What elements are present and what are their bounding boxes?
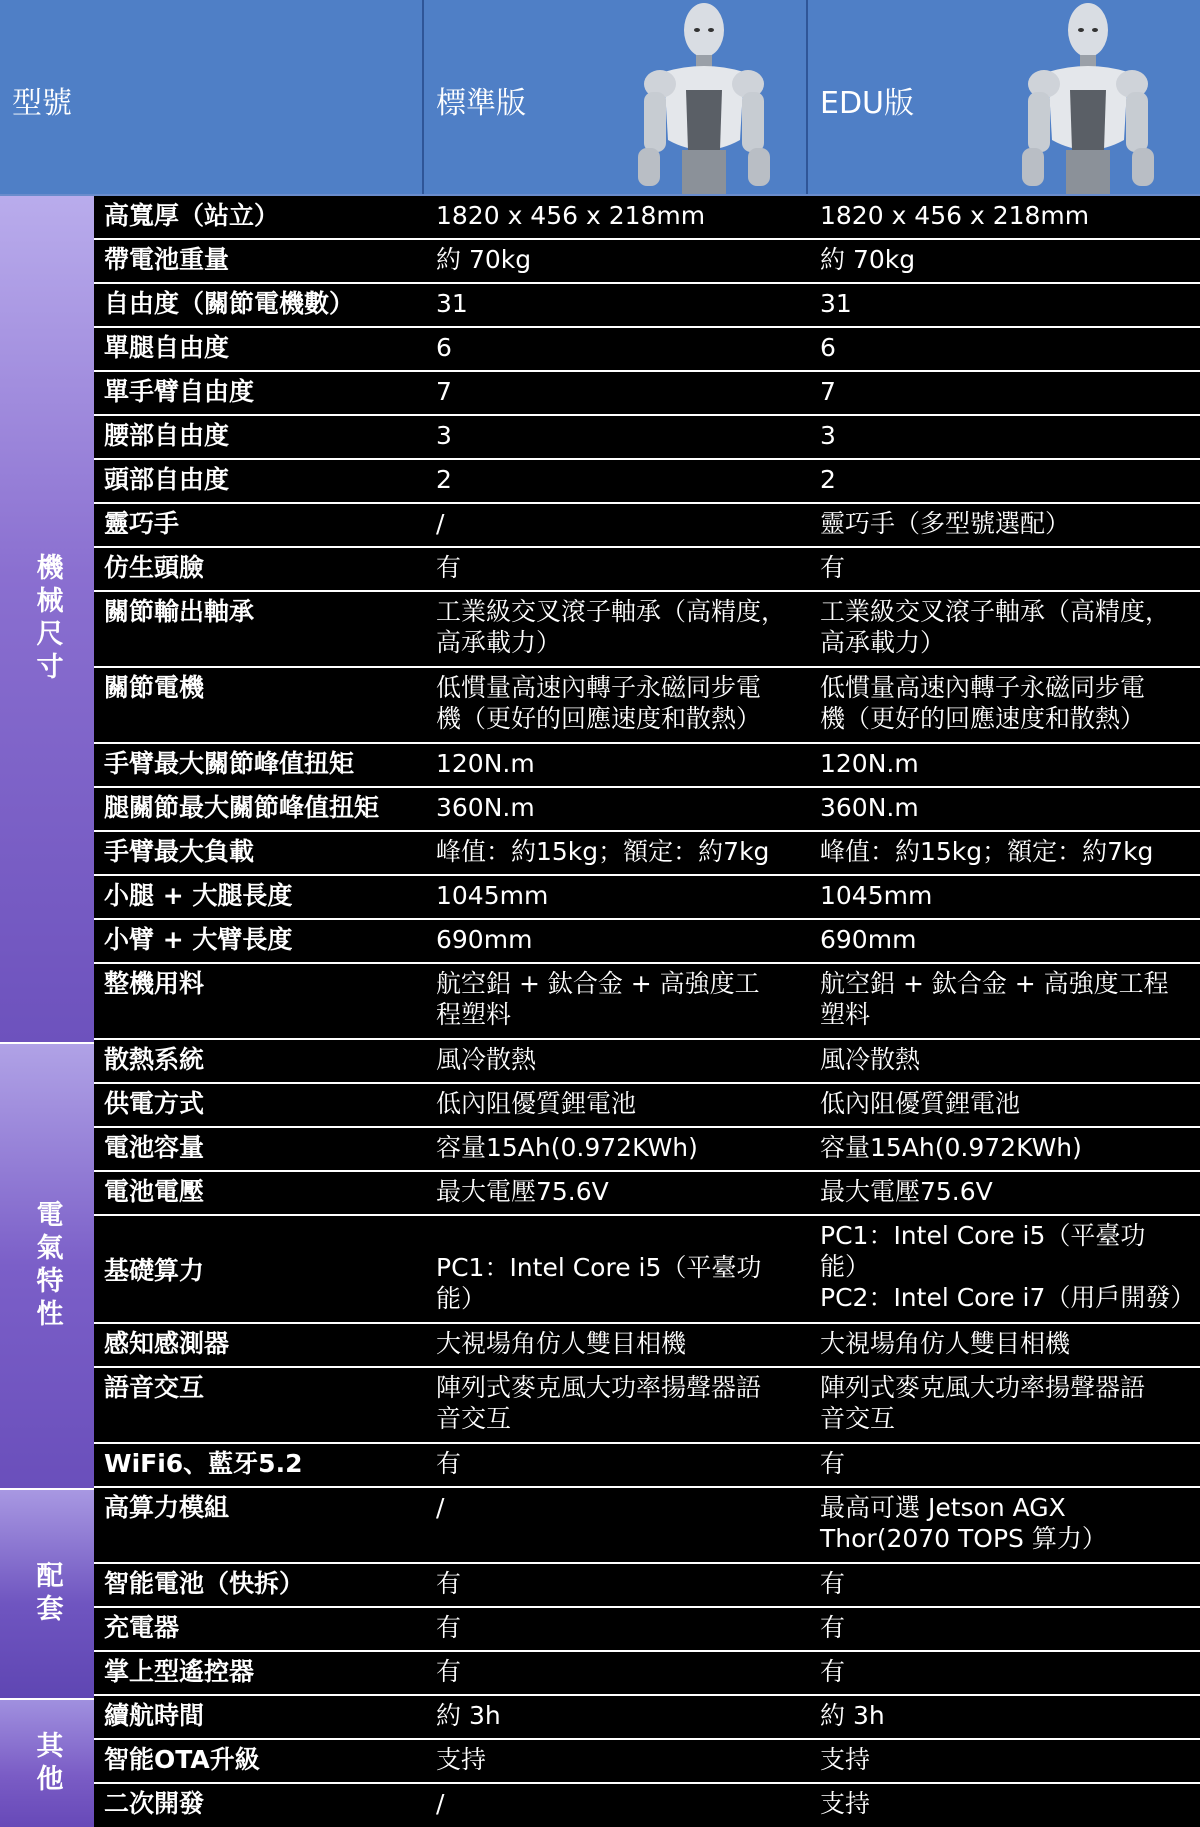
spec-name: 續航時間: [104, 1701, 205, 1730]
spec-name: 手臂最大負載: [104, 837, 255, 866]
edu-value: 航空鋁 + 鈦合金 + 高強度工程 塑料: [820, 969, 1169, 1029]
table-row: [94, 832, 1200, 876]
table-header: [0, 0, 1200, 196]
spec-name: 小臂 + 大臂長度: [104, 925, 293, 954]
standard-value: /: [436, 1789, 445, 1818]
edu-value: 有: [820, 1613, 846, 1642]
robot-image-edu: [1008, 0, 1158, 194]
spec-name: 基礎算力: [104, 1255, 205, 1285]
spec-name: 感知感測器: [104, 1329, 230, 1358]
table-row: [94, 964, 1200, 1040]
header-edu-label: EDU版: [820, 86, 915, 121]
spec-name: 靈巧手: [104, 509, 180, 538]
spec-name: 電池電壓: [104, 1177, 205, 1206]
edu-value: 3: [820, 421, 836, 450]
section-label: 其他: [31, 1730, 63, 1797]
section-label: 電氣特性: [31, 1200, 63, 1332]
spec-name: 高寬厚（站立）: [104, 201, 280, 230]
edu-value: 風冷散熱: [820, 1045, 921, 1074]
standard-value: 最大電壓75.6V: [436, 1177, 609, 1206]
table-row: [94, 1324, 1200, 1368]
edu-value: 陣列式麥克風大功率揚聲器語 音交互: [820, 1373, 1146, 1433]
table-row: [94, 416, 1200, 460]
standard-value: /: [436, 1493, 445, 1522]
standard-value: 2: [436, 465, 452, 494]
header-standard-label: 標準版: [436, 86, 526, 121]
table-row: [94, 240, 1200, 284]
edu-value: 1045mm: [820, 881, 933, 910]
header-model-cell: [0, 0, 424, 194]
table-row: [94, 1740, 1200, 1784]
section-label: 機械尺寸: [31, 553, 63, 685]
spec-name: 仿生頭臉: [104, 553, 205, 582]
edu-value: 工業級交叉滾子軸承（高精度， 高承載力）: [820, 597, 1171, 657]
table-row: [94, 1652, 1200, 1696]
standard-value: 容量15Ah(0.972KWh): [436, 1133, 698, 1162]
section-electrical: [0, 1044, 94, 1490]
table-row: [94, 328, 1200, 372]
spec-name: 電池容量: [104, 1133, 205, 1162]
edu-value: 峰值：約15kg；額定：約7kg: [820, 837, 1154, 866]
edu-value: 容量15Ah(0.972KWh): [820, 1133, 1082, 1162]
table-row: [94, 1444, 1200, 1488]
table-row: [94, 1172, 1200, 1216]
table-row: [94, 1696, 1200, 1740]
table-row: [94, 788, 1200, 832]
section-accessories: [0, 1490, 94, 1700]
standard-value: 360N.m: [436, 793, 535, 822]
table-row: [94, 920, 1200, 964]
table-row: [94, 372, 1200, 416]
edu-value: 31: [820, 289, 852, 318]
table-row: [94, 876, 1200, 920]
edu-value: 大視場角仿人雙目相機: [820, 1329, 1071, 1358]
standard-value: /: [436, 509, 445, 538]
standard-value: 有: [436, 1613, 462, 1642]
table-row: [94, 1564, 1200, 1608]
edu-value: 支持: [820, 1745, 871, 1774]
standard-value: 1045mm: [436, 881, 549, 910]
table-row: [94, 592, 1200, 668]
table-row: [94, 1608, 1200, 1652]
edu-value: 690mm: [820, 925, 917, 954]
spec-name: 智能電池（快拆）: [104, 1569, 305, 1598]
table-row: [94, 548, 1200, 592]
section-label: 配套: [31, 1561, 63, 1627]
spec-name: 自由度（關節電機數）: [104, 289, 355, 318]
standard-value: 陣列式麥克風大功率揚聲器語 音交互: [436, 1373, 762, 1433]
spec-name: 語音交互: [104, 1373, 205, 1402]
edu-value: 低內阻優質鋰電池: [820, 1089, 1021, 1118]
standard-value: PC1：Intel Core i5（平臺功 能）: [436, 1253, 762, 1313]
header-model-label: 型號: [12, 86, 72, 121]
header-standard-cell: [424, 0, 808, 194]
spec-rows: [94, 196, 1200, 1823]
standard-value: 風冷散熱: [436, 1045, 537, 1074]
robot-image-standard: [624, 0, 774, 194]
table-row: [94, 284, 1200, 328]
edu-value: 低慣量高速內轉子永磁同步電 機（更好的回應速度和散熱）: [820, 673, 1146, 733]
table-row: [94, 1040, 1200, 1084]
standard-value: 120N.m: [436, 749, 535, 778]
standard-value: 低內阻優質鋰電池: [436, 1089, 637, 1118]
table-row: [94, 196, 1200, 240]
standard-value: 有: [436, 553, 462, 582]
edu-value: 360N.m: [820, 793, 919, 822]
spec-name: 單腿自由度: [104, 333, 230, 362]
edu-value: 最高可選 Jetson AGX Thor(2070 TOPS 算力）: [820, 1493, 1107, 1553]
spec-name: 頭部自由度: [104, 465, 230, 494]
spec-name: WiFi6、藍牙5.2: [104, 1449, 303, 1478]
standard-value: 31: [436, 289, 468, 318]
table-row: [94, 668, 1200, 744]
edu-value: 6: [820, 333, 836, 362]
table-row: [94, 504, 1200, 548]
standard-value: 690mm: [436, 925, 533, 954]
edu-value: 有: [820, 553, 846, 582]
edu-value: 120N.m: [820, 749, 919, 778]
spec-name: 散熱系統: [104, 1045, 205, 1074]
table-row: [94, 1128, 1200, 1172]
table-row: [94, 1084, 1200, 1128]
spec-name: 小腿 + 大腿長度: [104, 881, 293, 910]
spec-name: 關節電機: [104, 673, 205, 702]
spec-name: 供電方式: [104, 1089, 205, 1118]
standard-value: 有: [436, 1569, 462, 1598]
edu-value: 支持: [820, 1789, 871, 1818]
edu-value: 有: [820, 1569, 846, 1598]
standard-value: 低慣量高速內轉子永磁同步電 機（更好的回應速度和散熱）: [436, 673, 762, 733]
table-row: [94, 1784, 1200, 1823]
standard-value: 有: [436, 1657, 462, 1686]
spec-name: 手臂最大關節峰值扭矩: [104, 749, 355, 778]
spec-name: 充電器: [104, 1613, 180, 1642]
edu-value: PC1：Intel Core i5（平臺功能） PC2：Intel Core i7（用戶開發）: [820, 1221, 1196, 1312]
table-row: [94, 460, 1200, 504]
standard-value: 約 3h: [436, 1701, 501, 1730]
edu-value: 1820 x 456 x 218mm: [820, 201, 1090, 230]
spec-name: 腿關節最大關節峰值扭矩: [104, 793, 380, 822]
edu-value: 7: [820, 377, 836, 406]
edu-value: 有: [820, 1449, 846, 1478]
standard-value: 有: [436, 1449, 462, 1478]
spec-name: 關節輸出軸承: [104, 597, 255, 626]
edu-value: 約 3h: [820, 1701, 885, 1730]
edu-value: 最大電壓75.6V: [820, 1177, 993, 1206]
section-other: [0, 1700, 94, 1827]
spec-name: 智能OTA升級: [104, 1745, 260, 1774]
table-row: [94, 1488, 1200, 1564]
standard-value: 7: [436, 377, 452, 406]
standard-value: 峰值：約15kg；額定：約7kg: [436, 837, 770, 866]
spec-name: 單手臂自由度: [104, 377, 255, 406]
standard-value: 工業級交叉滾子軸承（高精度， 高承載力）: [436, 597, 787, 657]
header-edu-cell: [808, 0, 1200, 194]
standard-value: 航空鋁 + 鈦合金 + 高強度工 程塑料: [436, 969, 760, 1029]
spec-name: 帶電池重量: [104, 245, 230, 274]
table-row: [94, 744, 1200, 788]
standard-value: 約 70kg: [436, 245, 532, 274]
spec-name: 高算力模組: [104, 1493, 230, 1522]
spec-name: 二次開發: [104, 1789, 205, 1818]
table-row: [94, 1216, 1200, 1324]
edu-value: 有: [820, 1657, 846, 1686]
edu-value: 2: [820, 465, 836, 494]
spec-name: 掌上型遙控器: [104, 1657, 255, 1686]
edu-value: 約 70kg: [820, 245, 916, 274]
spec-name: 腰部自由度: [104, 421, 230, 450]
standard-value: 1820 x 456 x 218mm: [436, 201, 706, 230]
standard-value: 3: [436, 421, 452, 450]
standard-value: 6: [436, 333, 452, 362]
table-row: [94, 1368, 1200, 1444]
edu-value: 靈巧手（多型號選配）: [820, 509, 1071, 538]
standard-value: 支持: [436, 1745, 487, 1774]
spec-name: 整機用料: [104, 969, 205, 998]
section-mechanical: [0, 196, 94, 1044]
standard-value: 大視場角仿人雙目相機: [436, 1329, 687, 1358]
